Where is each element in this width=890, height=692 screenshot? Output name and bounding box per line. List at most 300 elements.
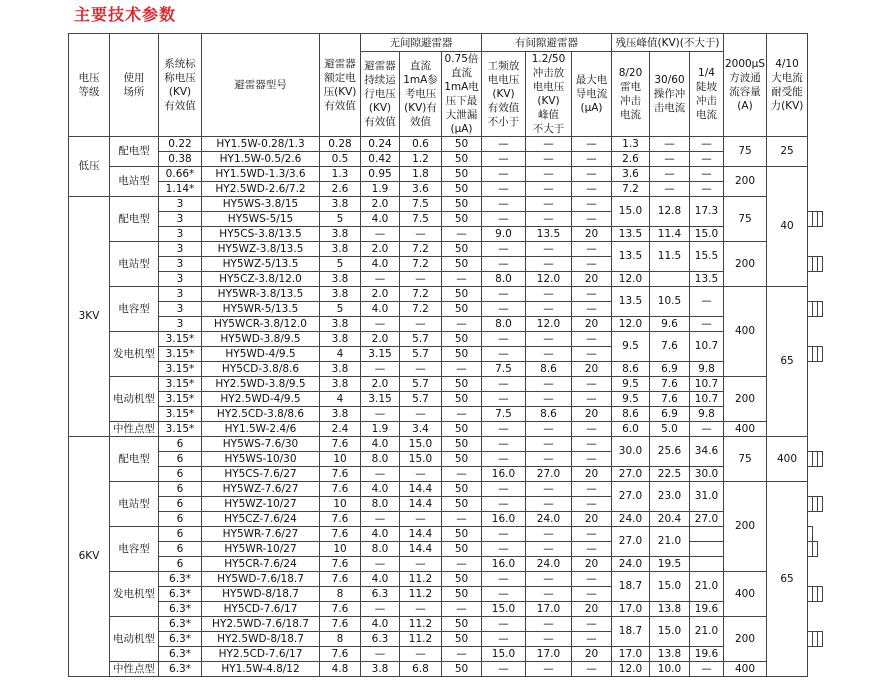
residual-cell: 3.6 [612,167,650,182]
value-cell: — [442,602,482,617]
value-cell: 20 [572,407,612,422]
square-wave-cell: 75 [724,137,767,167]
value-cell: — [572,377,612,392]
value-cell: — [572,452,612,467]
value-cell: — [572,347,612,362]
residual-cell [818,497,823,512]
value-cell: — [361,227,400,242]
residual-cell: 13.5 [612,227,650,242]
value-cell: 5 [320,302,361,317]
residual-lightning-cell: 30.0 [612,437,650,467]
nominal-voltage-cell: 6.3* [159,647,202,662]
value-cell: — [572,617,612,632]
header-application: 使用 场所 [110,34,159,137]
value-cell: 50 [442,332,482,347]
model-cell: HY1.5W-2.4/6 [202,422,320,437]
model-cell: HY1.5W-0.5/2.6 [202,152,320,167]
model-cell: HY5WS-7.6/30 [202,437,320,452]
value-cell: 4 [320,347,361,362]
value-cell: 20 [572,317,612,332]
value-cell: 8.6 [526,362,572,377]
value-cell: 50 [442,542,482,557]
value-cell: — [526,242,572,257]
header-cont-voltage: 避雷器 持续运 行电压 (KV) 有效值 [361,52,400,137]
square-wave-cell: 200 [724,167,767,197]
square-wave-cell: 400 [724,287,767,377]
value-cell: — [482,347,526,362]
value-cell: — [361,317,400,332]
residual-steep-cell: 15.5 [690,242,724,272]
value-cell: 4.0 [361,617,400,632]
value-cell: 2.4 [320,422,361,437]
high-current-cell: 65 [767,287,808,437]
residual-cell [818,302,823,317]
nominal-voltage-cell: 3.15* [159,347,202,362]
value-cell: 0.95 [361,167,400,182]
residual-switching-cell: 21.0 [650,527,690,557]
value-cell: 50 [442,287,482,302]
residual-cell: 12.0 [612,272,650,287]
residual-cell: 7.2 [612,182,650,197]
value-cell: 9.0 [482,227,526,242]
model-cell: HY5WR-5/13.5 [202,302,320,317]
residual-cell: — [650,137,690,152]
model-cell: HY5CS-3.8/13.5 [202,227,320,242]
residual-cell: 13.5 [690,272,724,287]
value-cell: 8.0 [482,272,526,287]
table-row [69,152,823,167]
value-cell: — [482,482,526,497]
nominal-voltage-cell: 6 [159,437,202,452]
value-cell: — [442,227,482,242]
nominal-voltage-cell: 6.3* [159,632,202,647]
value-cell: 0.24 [361,137,400,152]
value-cell: 3.8 [320,377,361,392]
application-cell: 电站型 [110,482,159,527]
table-row [69,317,823,332]
residual-switching-cell: 25.6 [650,437,690,467]
value-cell: 50 [442,377,482,392]
residual-cell: 7.6 [650,377,690,392]
table-row [69,407,823,422]
value-cell: 2.0 [361,332,400,347]
value-cell: 8.0 [361,542,400,557]
header-lightning: 8/20 雷电 冲击 电流 [612,52,650,137]
value-cell: 14.4 [400,527,442,542]
value-cell: — [482,572,526,587]
residual-cell: 8.6 [612,407,650,422]
value-cell: 50 [442,632,482,647]
model-cell: HY2.5WD-3.8/9.5 [202,377,320,392]
table-row [69,377,823,392]
value-cell: — [572,527,612,542]
value-cell: 4.0 [361,257,400,272]
value-cell: 7.6 [320,617,361,632]
residual-switching-cell: 12.8 [650,197,690,227]
value-cell: — [572,632,612,647]
model-cell: HY5WR-7.6/27 [202,527,320,542]
square-wave-cell: 200 [724,482,767,572]
value-cell: — [572,422,612,437]
value-cell: 15.0 [482,647,526,662]
value-cell: — [572,572,612,587]
residual-cell: — [650,182,690,197]
value-cell: — [442,362,482,377]
value-cell: 50 [442,662,482,677]
value-cell: 5 [320,212,361,227]
value-cell: 3.8 [320,287,361,302]
residual-cell: 2.6 [612,152,650,167]
header-rated-voltage: 避雷器 额定电 压(KV) 有效值 [320,34,361,137]
value-cell: — [442,557,482,572]
value-cell: — [572,587,612,602]
value-cell: 10 [320,497,361,512]
value-cell: 20 [572,362,612,377]
residual-steep-cell: 21.0 [690,617,724,647]
model-cell: HY5WR-3.8/13.5 [202,287,320,302]
table-row [69,512,823,527]
value-cell: — [526,527,572,542]
value-cell: 50 [442,587,482,602]
header-switching: 30/60 操作冲 击电流 [650,52,690,137]
model-cell: HY1.5W-4.8/12 [202,662,320,677]
table-row [69,467,823,482]
value-cell: 2.0 [361,197,400,212]
residual-cell [818,632,823,647]
value-cell: 5.7 [400,332,442,347]
square-wave-cell: 400 [724,572,767,617]
value-cell: — [482,182,526,197]
table-row [69,287,823,302]
residual-cell: 13.8 [650,647,690,662]
residual-cell: 19.6 [690,647,724,662]
value-cell: 50 [442,197,482,212]
value-cell: 7.5 [400,197,442,212]
value-cell: — [526,632,572,647]
value-cell: — [400,647,442,662]
residual-lightning-cell: 13.5 [612,242,650,272]
value-cell: 11.2 [400,617,442,632]
voltage-class-cell: 6KV [69,437,110,677]
table-row [69,602,823,617]
model-cell: HY1.5WD-1.3/3.6 [202,167,320,182]
value-cell: 7.2 [400,287,442,302]
value-cell: — [572,242,612,257]
value-cell: 20 [572,227,612,242]
value-cell: — [526,212,572,227]
value-cell: 11.2 [400,632,442,647]
value-cell: 1.2 [400,152,442,167]
value-cell: — [526,452,572,467]
nominal-voltage-cell: 6 [159,527,202,542]
nominal-voltage-cell: 6 [159,482,202,497]
value-cell: — [400,557,442,572]
residual-cell: 30.0 [690,467,724,482]
model-cell: HY2.5WD-2.6/7.2 [202,182,320,197]
nominal-voltage-cell: 6 [159,452,202,467]
value-cell: — [572,302,612,317]
residual-cell: 24.0 [612,557,650,572]
value-cell: 7.6 [320,512,361,527]
table-body [69,137,823,677]
value-cell: — [482,197,526,212]
value-cell: — [482,332,526,347]
residual-cell: 12.0 [612,317,650,332]
value-cell: — [526,287,572,302]
value-cell: 7.6 [320,557,361,572]
value-cell: 3.8 [320,332,361,347]
value-cell: — [482,497,526,512]
value-cell: — [482,167,526,182]
residual-steep-cell: — [690,287,724,317]
residual-cell: 9.5 [612,392,650,407]
voltage-class-cell: 低压 [69,137,110,197]
value-cell: 4.8 [320,662,361,677]
model-cell: HY2.5CD-3.8/8.6 [202,407,320,422]
value-cell: 4.0 [361,482,400,497]
value-cell: 20 [572,272,612,287]
application-cell: 中性点型 [110,662,159,677]
value-cell: — [482,422,526,437]
value-cell: 6.3 [361,587,400,602]
application-cell: 配电型 [110,137,159,167]
application-cell: 配电型 [110,437,159,482]
value-cell: 50 [442,452,482,467]
header-dc-1ma: 直流 1mA参 考电压 (KV)有 效值 [400,52,442,137]
value-cell: — [526,662,572,677]
residual-cell [818,452,823,467]
value-cell: 4.0 [361,302,400,317]
header-pf-spark: 工频放 电电压 (KV) 有效值 不小于 [482,52,526,137]
value-cell: 50 [442,182,482,197]
value-cell: — [526,302,572,317]
nominal-voltage-cell: 3.15* [159,392,202,407]
residual-cell: 10.7 [690,377,724,392]
value-cell: 7.6 [320,572,361,587]
header-leakage: 0.75倍 直流 1mA电 压下最 大泄漏 (μA) [442,52,482,137]
square-wave-cell: 75 [724,437,767,482]
value-cell: 11.2 [400,572,442,587]
residual-cell: — [650,167,690,182]
value-cell: — [572,542,612,557]
nominal-voltage-cell: 0.66* [159,167,202,182]
value-cell: — [482,257,526,272]
value-cell: 7.6 [320,437,361,452]
header-impulse-spark: 1.2/50 冲击放 电电压 (KV) 峰值 不大于 [526,52,572,137]
high-current-cell: 40 [767,167,808,287]
value-cell: — [482,452,526,467]
residual-cell: — [690,662,724,677]
model-cell: HY5WS-5/15 [202,212,320,227]
residual-cell: 17.0 [612,602,650,617]
value-cell: — [572,212,612,227]
value-cell: 2.0 [361,242,400,257]
residual-cell [650,272,690,287]
header-high-current: 4/10 大电流 耐受能 力(KV) [767,34,808,137]
value-cell: 16.0 [482,467,526,482]
value-cell: 4.0 [361,572,400,587]
application-cell: 电动机型 [110,377,159,422]
value-cell: 20 [572,602,612,617]
residual-cell: 5.0 [650,422,690,437]
application-cell: 发电机型 [110,332,159,377]
value-cell: 3.8 [320,197,361,212]
residual-cell: 7.6 [650,392,690,407]
value-cell: 3.15 [361,392,400,407]
value-cell: — [482,152,526,167]
value-cell: 3.15 [361,347,400,362]
nominal-voltage-cell: 3 [159,212,202,227]
nominal-voltage-cell: 0.22 [159,137,202,152]
model-cell: HY5WZ-7.6/27 [202,482,320,497]
value-cell: — [482,437,526,452]
value-cell: — [572,437,612,452]
value-cell: — [482,587,526,602]
value-cell: — [442,647,482,662]
header-model: 避雷器型号 [202,34,320,137]
value-cell: — [400,602,442,617]
value-cell: — [526,587,572,602]
voltage-class-cell: 3KV [69,197,110,437]
value-cell: 50 [442,347,482,362]
value-cell: 7.6 [320,482,361,497]
value-cell: 3.8 [361,662,400,677]
value-cell: 7.6 [320,467,361,482]
application-cell: 配电型 [110,197,159,242]
value-cell: — [572,332,612,347]
value-cell: 4.0 [361,212,400,227]
value-cell: 24.0 [526,557,572,572]
model-cell: HY5WZ-5/13.5 [202,257,320,272]
value-cell: 7.6 [320,602,361,617]
nominal-voltage-cell: 3.15* [159,407,202,422]
value-cell: 0.28 [320,137,361,152]
value-cell: 8 [320,587,361,602]
residual-cell [818,257,823,272]
value-cell: 8.0 [361,452,400,467]
value-cell: 17.0 [526,647,572,662]
residual-cell: 12.0 [612,662,650,677]
value-cell: 7.6 [320,527,361,542]
value-cell: 4.0 [361,527,400,542]
value-cell: — [572,152,612,167]
value-cell: 7.5 [482,362,526,377]
technical-parameters-table [68,33,823,677]
value-cell: 2.0 [361,287,400,302]
residual-cell: 10.7 [690,392,724,407]
model-cell: HY1.5W-0.28/1.3 [202,137,320,152]
value-cell: — [482,542,526,557]
value-cell: — [442,467,482,482]
residual-cell: 24.0 [612,512,650,527]
value-cell: — [361,362,400,377]
residual-cell [690,542,724,557]
value-cell: 3.8 [320,272,361,287]
value-cell: — [526,152,572,167]
residual-cell: — [690,422,724,437]
table-row [69,332,823,347]
residual-cell: 27.0 [690,512,724,527]
model-cell: HY5WR-10/27 [202,542,320,557]
nominal-voltage-cell: 3 [159,242,202,257]
value-cell: 15.0 [482,602,526,617]
value-cell: — [526,167,572,182]
value-cell: 2.0 [361,377,400,392]
value-cell: 5.7 [400,347,442,362]
value-cell: 7.2 [400,302,442,317]
model-cell: HY5WCR-3.8/12.0 [202,317,320,332]
value-cell: — [572,167,612,182]
residual-cell: 22.5 [650,467,690,482]
value-cell: 1.8 [400,167,442,182]
value-cell: 50 [442,152,482,167]
residual-lightning-cell: 15.0 [612,197,650,227]
value-cell: 3.8 [320,227,361,242]
table-row [69,242,823,257]
residual-cell [818,587,823,602]
value-cell: — [572,392,612,407]
residual-lightning-cell: 18.7 [612,617,650,647]
residual-cell: 9.8 [690,362,724,377]
value-cell: 3.8 [320,407,361,422]
value-cell: 1.9 [361,182,400,197]
model-cell: HY5CZ-7.6/24 [202,512,320,527]
value-cell: — [482,212,526,227]
header-steep: 1/4 陡坡 冲击 电流 [690,52,724,137]
residual-steep-cell [690,527,724,542]
value-cell: 0.42 [361,152,400,167]
value-cell: 12.0 [526,272,572,287]
table-row [69,362,823,377]
value-cell: 16.0 [482,512,526,527]
value-cell: 5.7 [400,392,442,407]
model-cell: HY5WD-3.8/9.5 [202,332,320,347]
value-cell: 4 [320,392,361,407]
header-max-current: 最大电 导电流 (μA) [572,52,612,137]
value-cell: 50 [442,242,482,257]
residual-cell: 20.4 [650,512,690,527]
value-cell: — [572,257,612,272]
residual-cell: 8.6 [612,362,650,377]
application-cell: 电站型 [110,242,159,287]
residual-cell: — [690,317,724,332]
table-row [69,542,823,557]
value-cell: 15.0 [400,452,442,467]
value-cell: — [526,392,572,407]
residual-lightning-cell: 27.0 [612,482,650,512]
value-cell: — [400,227,442,242]
value-cell: — [526,137,572,152]
value-cell: 0.5 [320,152,361,167]
value-cell: — [400,362,442,377]
value-cell: — [526,497,572,512]
value-cell: — [526,482,572,497]
table-row [69,137,823,152]
model-cell: HY5WZ-10/27 [202,497,320,512]
value-cell: — [526,617,572,632]
residual-cell: 6.9 [650,407,690,422]
residual-steep-cell: 31.0 [690,482,724,512]
model-cell: HY5CS-7.6/27 [202,467,320,482]
residual-lightning-cell: 9.5 [612,332,650,362]
nominal-voltage-cell: 3 [159,287,202,302]
value-cell: — [526,572,572,587]
value-cell: 3.6 [400,182,442,197]
residual-steep-cell: 17.3 [690,197,724,227]
residual-cell: 19.5 [650,557,690,572]
value-cell: — [361,467,400,482]
value-cell: 0.6 [400,137,442,152]
